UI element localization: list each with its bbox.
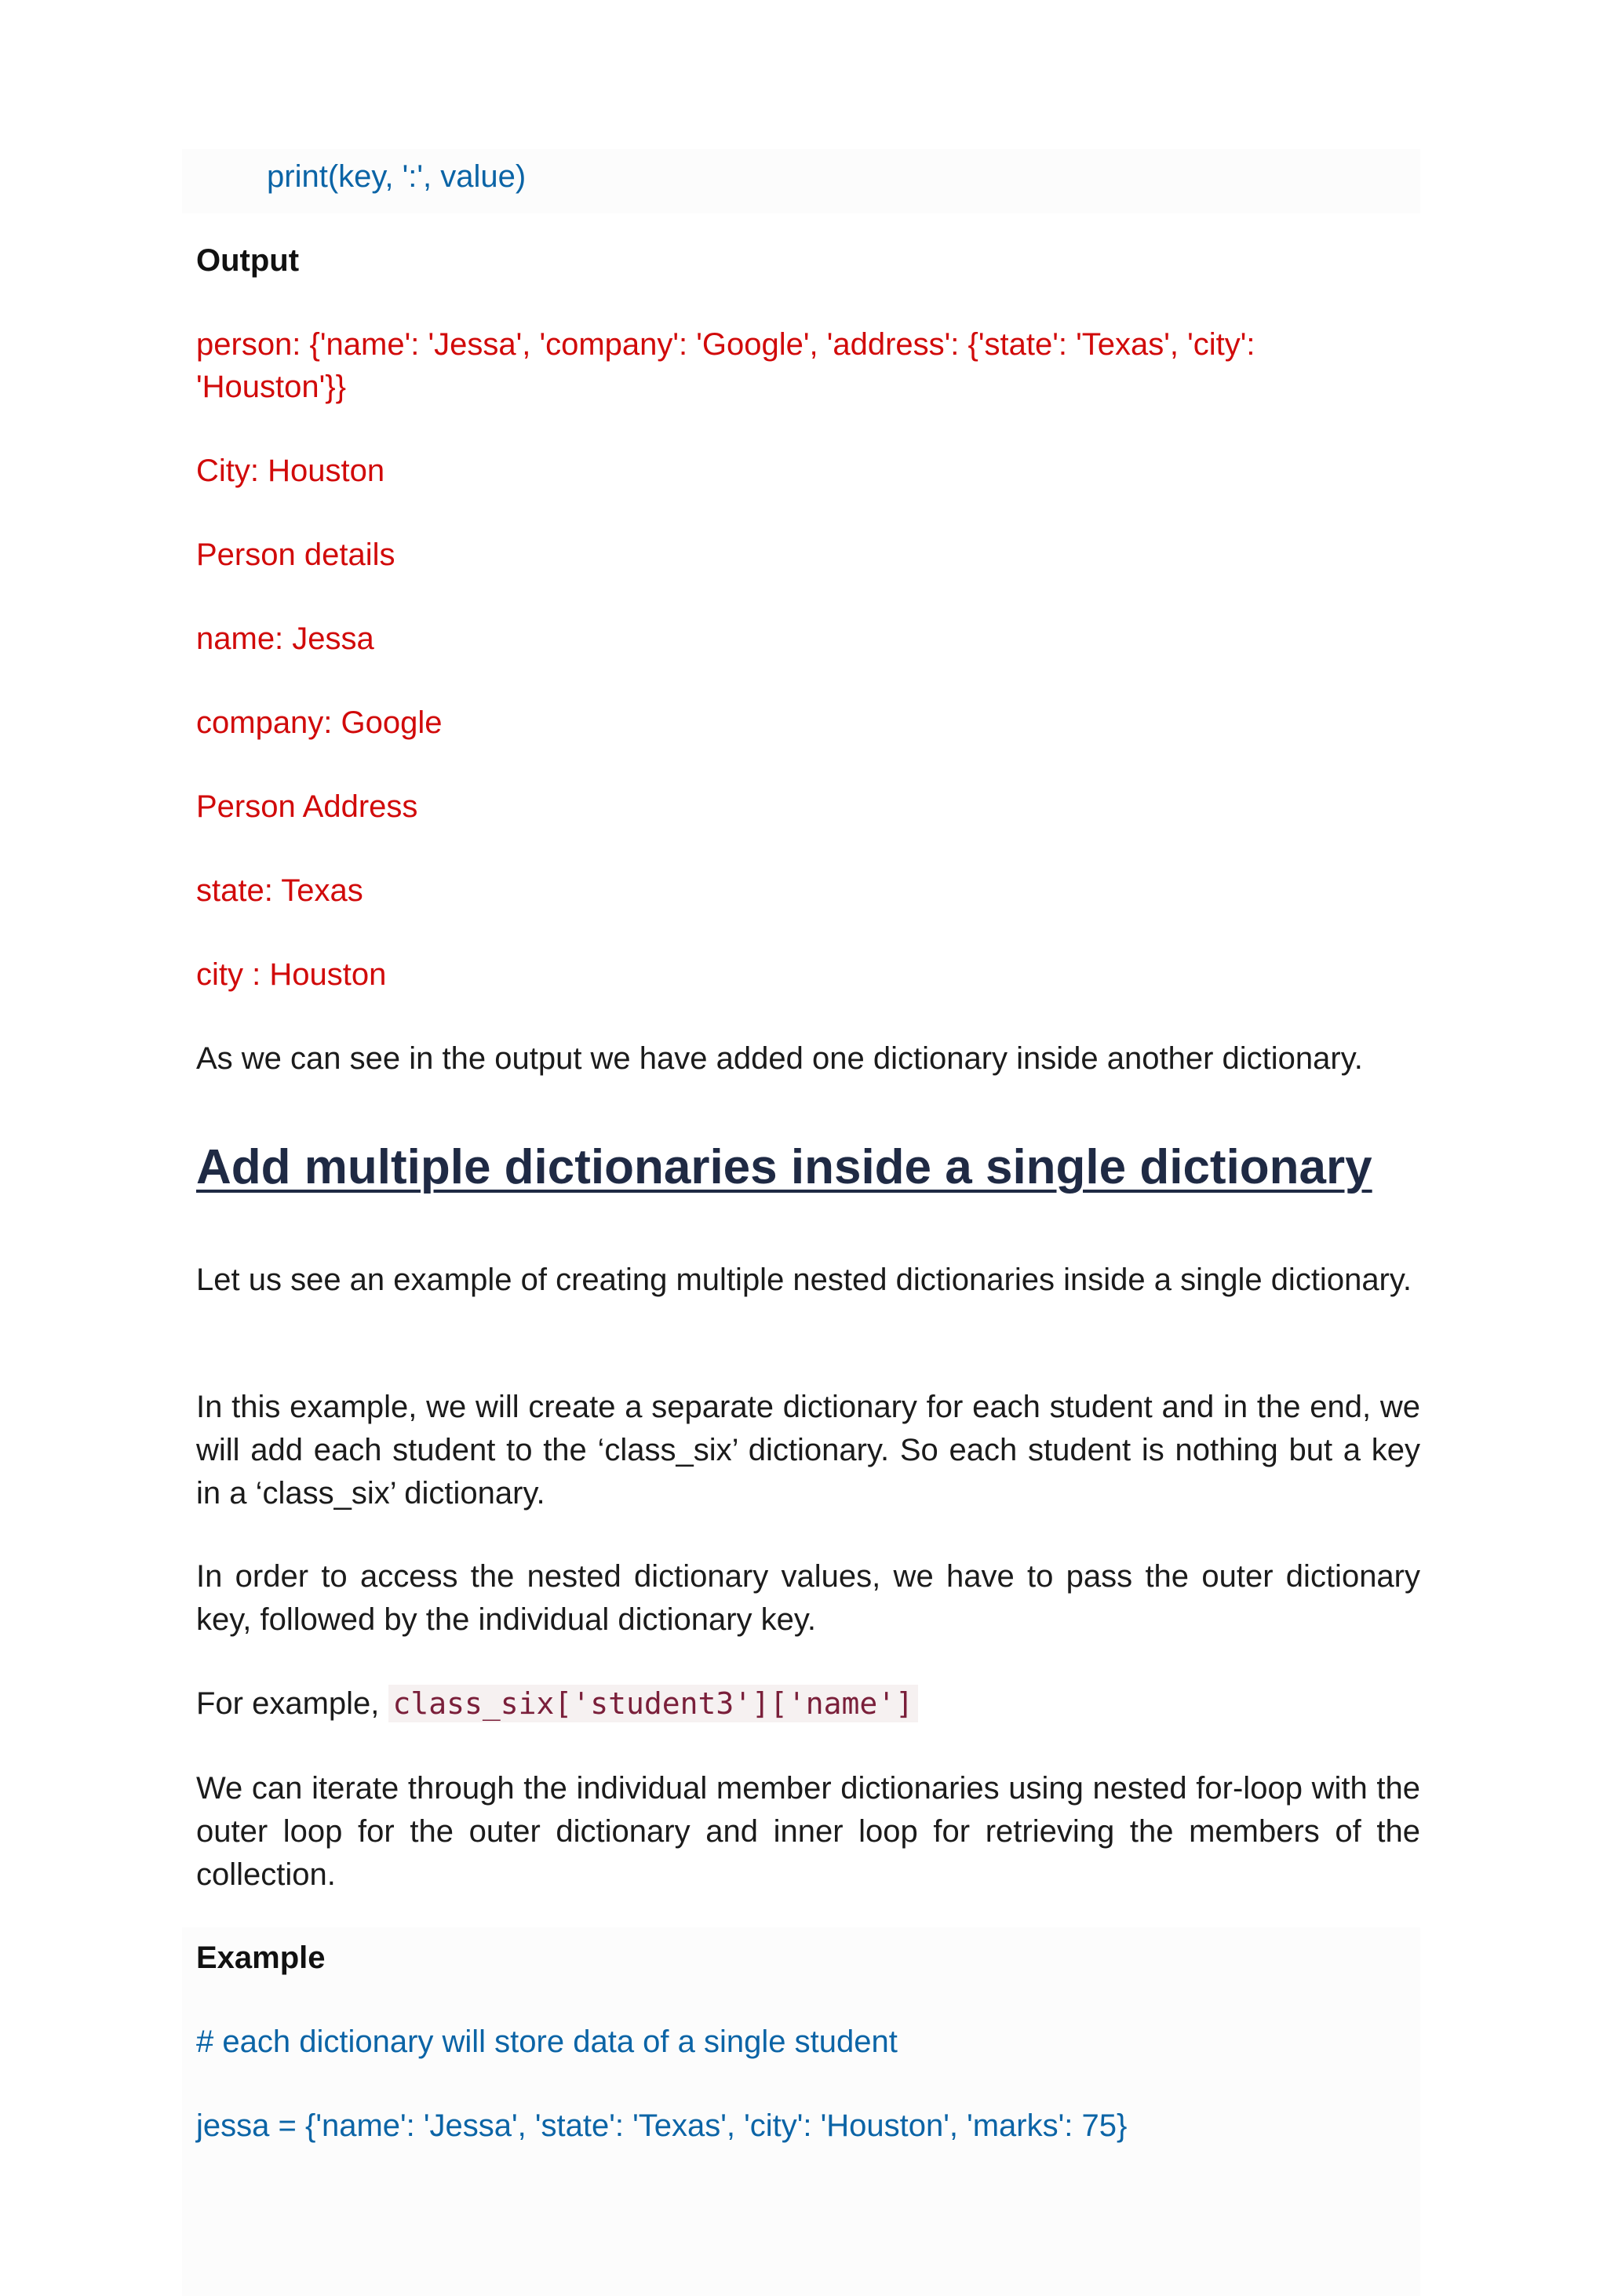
section-heading: Add multiple dictionaries inside a single dictionary	[196, 1140, 1372, 1194]
paragraph-summary: As we can see in the output we have added one dictionary inside another dictionary.	[196, 1041, 1363, 1076]
for-example-text: For example,	[196, 1686, 388, 1721]
output-line: 'Houston'}}	[196, 370, 346, 404]
output-line: City: Houston	[196, 454, 385, 488]
output-heading: Output	[196, 243, 300, 278]
example-heading: Example	[196, 1941, 326, 1975]
output-line: person: {'name': 'Jessa', 'company': 'Google', 'address': {'state': 'Texas', 'city':	[196, 327, 1255, 362]
paragraph-access-description: In order to access the nested dictionary values, we have to pass the outer dictionary key, followed by the individual dictionary key.	[196, 1559, 1420, 1637]
output-line: company: Google	[196, 705, 443, 740]
code-line-print: print(key, ':', value)	[267, 159, 527, 194]
paragraph-for-example	[196, 1682, 1420, 1726]
output-line: Person Address	[196, 789, 418, 824]
output-line: name: Jessa	[196, 621, 374, 656]
output-line: Person details	[196, 538, 395, 572]
example-comment-line: # each dictionary will store data of a single student	[196, 2024, 898, 2059]
paragraph-iteration-description: We can iterate through the individual member dictionaries using nested for-loop with the outer loop for the outer dictionary and inner loop for retrieving the members of the collection.	[196, 1771, 1420, 1892]
output-line: state: Texas	[196, 873, 363, 908]
paragraph-example-description: In this example, we will create a separate dictionary for each student and in the end, we will add each student to the ‘class_six’ dictionary. So each student is nothing but a key in a ‘class_six’ dictionary.	[196, 1390, 1420, 1511]
output-line: city : Houston	[196, 957, 387, 992]
inline-code-snippet: class_six['student3']['name']	[388, 1685, 918, 1722]
paragraph-intro: Let us see an example of creating multiple nested dictionaries inside a single dictionary.	[196, 1263, 1412, 1297]
example-code-line: jessa = {'name': 'Jessa', 'state': 'Texas', 'city': 'Houston', 'marks': 75}	[196, 2108, 1128, 2143]
